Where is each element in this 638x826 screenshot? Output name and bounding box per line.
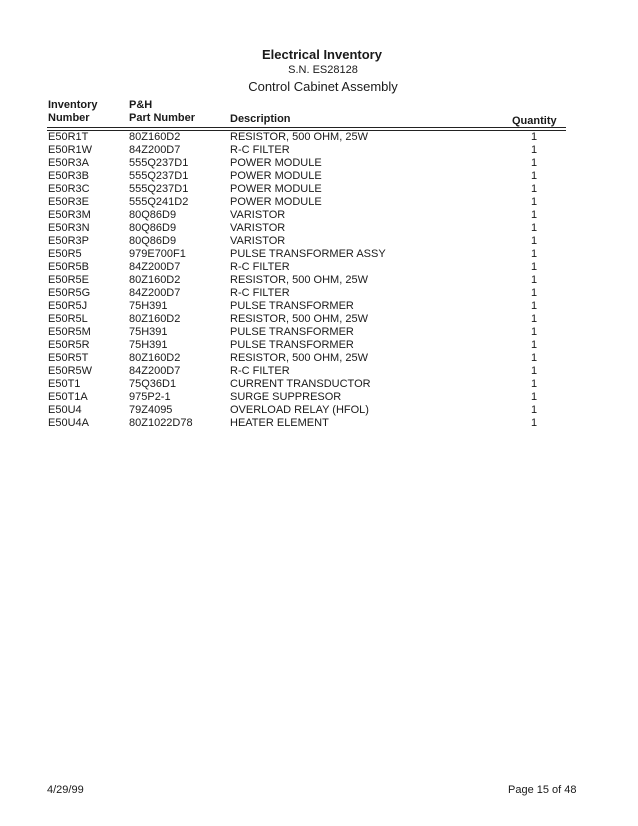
header-rule-top	[47, 127, 566, 128]
table-row	[0, 404, 638, 417]
quantity-cell: 1	[531, 144, 538, 156]
quantity-cell: 1	[531, 417, 538, 429]
inventory-number-cell: E50R5B	[48, 261, 89, 273]
table-row	[0, 300, 638, 313]
inventory-number-cell: E50R3B	[48, 170, 89, 182]
description-cell: HEATER ELEMENT	[230, 417, 329, 429]
document-subtitle: Control Cabinet Assembly	[248, 79, 398, 94]
inventory-number-cell: E50R5E	[48, 274, 89, 286]
quantity-cell: 1	[531, 352, 538, 364]
quantity-cell: 1	[531, 157, 538, 169]
description-cell: R-C FILTER	[230, 261, 290, 273]
quantity-cell: 1	[531, 235, 538, 247]
part-number-cell: 975P2-1	[129, 391, 171, 403]
table-row	[0, 248, 638, 261]
part-number-cell: 555Q237D1	[129, 170, 189, 182]
quantity-cell: 1	[531, 326, 538, 338]
table-row	[0, 352, 638, 365]
table-row	[0, 183, 638, 196]
part-number-cell: 80Z160D2	[129, 131, 181, 143]
table-row	[0, 326, 638, 339]
description-cell: POWER MODULE	[230, 196, 322, 208]
quantity-cell: 1	[531, 274, 538, 286]
column-header-part-number	[129, 99, 195, 125]
quantity-cell: 1	[531, 170, 538, 182]
column-header-inventory	[48, 99, 98, 125]
table-row	[0, 196, 638, 209]
document-title: Electrical Inventory	[262, 47, 382, 62]
description-cell: VARISTOR	[230, 222, 286, 234]
quantity-cell: 1	[531, 261, 538, 273]
column-header-inventory-line2: Number	[48, 112, 90, 124]
description-cell: R-C FILTER	[230, 287, 290, 299]
table-row	[0, 339, 638, 352]
part-number-cell: 555Q237D1	[129, 157, 189, 169]
inventory-number-cell: E50U4A	[48, 417, 89, 429]
description-cell: R-C FILTER	[230, 144, 290, 156]
inventory-number-cell: E50R5M	[48, 326, 91, 338]
part-number-cell: 80Q86D9	[129, 222, 177, 234]
description-cell: POWER MODULE	[230, 183, 322, 195]
part-number-cell: 84Z200D7	[129, 144, 181, 156]
inventory-number-cell: E50R3N	[48, 222, 90, 234]
column-header-quantity: Quantity	[512, 115, 557, 127]
table-row	[0, 417, 638, 430]
table-row	[0, 170, 638, 183]
table-row	[0, 313, 638, 326]
part-number-cell: 75H391	[129, 339, 168, 351]
description-cell: POWER MODULE	[230, 170, 322, 182]
inventory-number-cell: E50R3C	[48, 183, 90, 195]
table-row	[0, 235, 638, 248]
description-cell: VARISTOR	[230, 235, 286, 247]
part-number-cell: 80Q86D9	[129, 235, 177, 247]
inventory-number-cell: E50T1A	[48, 391, 88, 403]
inventory-number-cell: E50U4	[48, 404, 82, 416]
serial-number: S.N. ES28128	[288, 64, 358, 76]
quantity-cell: 1	[531, 183, 538, 195]
inventory-number-cell: E50R3P	[48, 235, 89, 247]
footer-page-number: Page 15 of 48	[508, 784, 577, 796]
part-number-cell: 79Z4095	[129, 404, 173, 416]
part-number-cell: 979E700F1	[129, 248, 186, 260]
quantity-cell: 1	[531, 196, 538, 208]
quantity-cell: 1	[531, 378, 538, 390]
table-row	[0, 391, 638, 404]
inventory-number-cell: E50R5G	[48, 287, 91, 299]
part-number-cell: 555Q237D1	[129, 183, 189, 195]
part-number-cell: 555Q241D2	[129, 196, 189, 208]
quantity-cell: 1	[531, 391, 538, 403]
table-row	[0, 261, 638, 274]
description-cell: CURRENT TRANSDUCTOR	[230, 378, 371, 390]
description-cell: PULSE TRANSFORMER	[230, 300, 354, 312]
part-number-cell: 84Z200D7	[129, 365, 181, 377]
part-number-cell: 84Z200D7	[129, 287, 181, 299]
quantity-cell: 1	[531, 300, 538, 312]
description-cell: RESISTOR, 500 OHM, 25W	[230, 274, 368, 286]
inventory-number-cell: E50T1	[48, 378, 81, 390]
part-number-cell: 80Z1022D78	[129, 417, 193, 429]
inventory-number-cell: E50R5T	[48, 352, 89, 364]
inventory-number-cell: E50R5J	[48, 300, 88, 312]
quantity-cell: 1	[531, 287, 538, 299]
quantity-cell: 1	[531, 339, 538, 351]
part-number-cell: 84Z200D7	[129, 261, 181, 273]
inventory-number-cell: E50R3M	[48, 209, 91, 221]
table-row	[0, 274, 638, 287]
part-number-cell: 75Q36D1	[129, 378, 177, 390]
inventory-table	[0, 131, 638, 430]
column-header-inventory-line1: Inventory	[48, 99, 98, 111]
part-number-cell: 80Z160D2	[129, 352, 181, 364]
part-number-cell: 75H391	[129, 300, 168, 312]
column-header-description: Description	[230, 113, 291, 125]
description-cell: PULSE TRANSFORMER	[230, 326, 354, 338]
inventory-number-cell: E50R1W	[48, 144, 93, 156]
inventory-number-cell: E50R1T	[48, 131, 89, 143]
quantity-cell: 1	[531, 248, 538, 260]
column-header-part-line2: Part Number	[129, 112, 196, 124]
description-cell: RESISTOR, 500 OHM, 25W	[230, 131, 368, 143]
table-row	[0, 144, 638, 157]
quantity-cell: 1	[531, 131, 538, 143]
quantity-cell: 1	[531, 313, 538, 325]
table-row	[0, 157, 638, 170]
part-number-cell: 75H391	[129, 326, 168, 338]
description-cell: VARISTOR	[230, 209, 286, 221]
inventory-number-cell: E50R3A	[48, 157, 89, 169]
quantity-cell: 1	[531, 209, 538, 221]
description-cell: PULSE TRANSFORMER ASSY	[230, 248, 386, 260]
table-row	[0, 222, 638, 235]
inventory-number-cell: E50R5R	[48, 339, 90, 351]
table-row	[0, 131, 638, 144]
column-header-part-line1: P&H	[129, 99, 153, 111]
inventory-number-cell: E50R5L	[48, 313, 88, 325]
description-cell: R-C FILTER	[230, 365, 290, 377]
table-row	[0, 287, 638, 300]
quantity-cell: 1	[531, 404, 538, 416]
description-cell: SURGE SUPPRESOR	[230, 391, 342, 403]
table-row	[0, 365, 638, 378]
description-cell: OVERLOAD RELAY (HFOL)	[230, 404, 369, 416]
title-block	[0, 47, 638, 94]
table-row	[0, 378, 638, 391]
footer-date: 4/29/99	[47, 784, 84, 796]
quantity-cell: 1	[531, 222, 538, 234]
part-number-cell: 80Z160D2	[129, 313, 181, 325]
quantity-cell: 1	[531, 365, 538, 377]
inventory-number-cell: E50R5	[48, 248, 82, 260]
inventory-number-cell: E50R5W	[48, 365, 93, 377]
table-row	[0, 209, 638, 222]
description-cell: RESISTOR, 500 OHM, 25W	[230, 352, 368, 364]
inventory-number-cell: E50R3E	[48, 196, 89, 208]
description-cell: POWER MODULE	[230, 157, 322, 169]
description-cell: RESISTOR, 500 OHM, 25W	[230, 313, 368, 325]
part-number-cell: 80Z160D2	[129, 274, 181, 286]
part-number-cell: 80Q86D9	[129, 209, 177, 221]
description-cell: PULSE TRANSFORMER	[230, 339, 354, 351]
